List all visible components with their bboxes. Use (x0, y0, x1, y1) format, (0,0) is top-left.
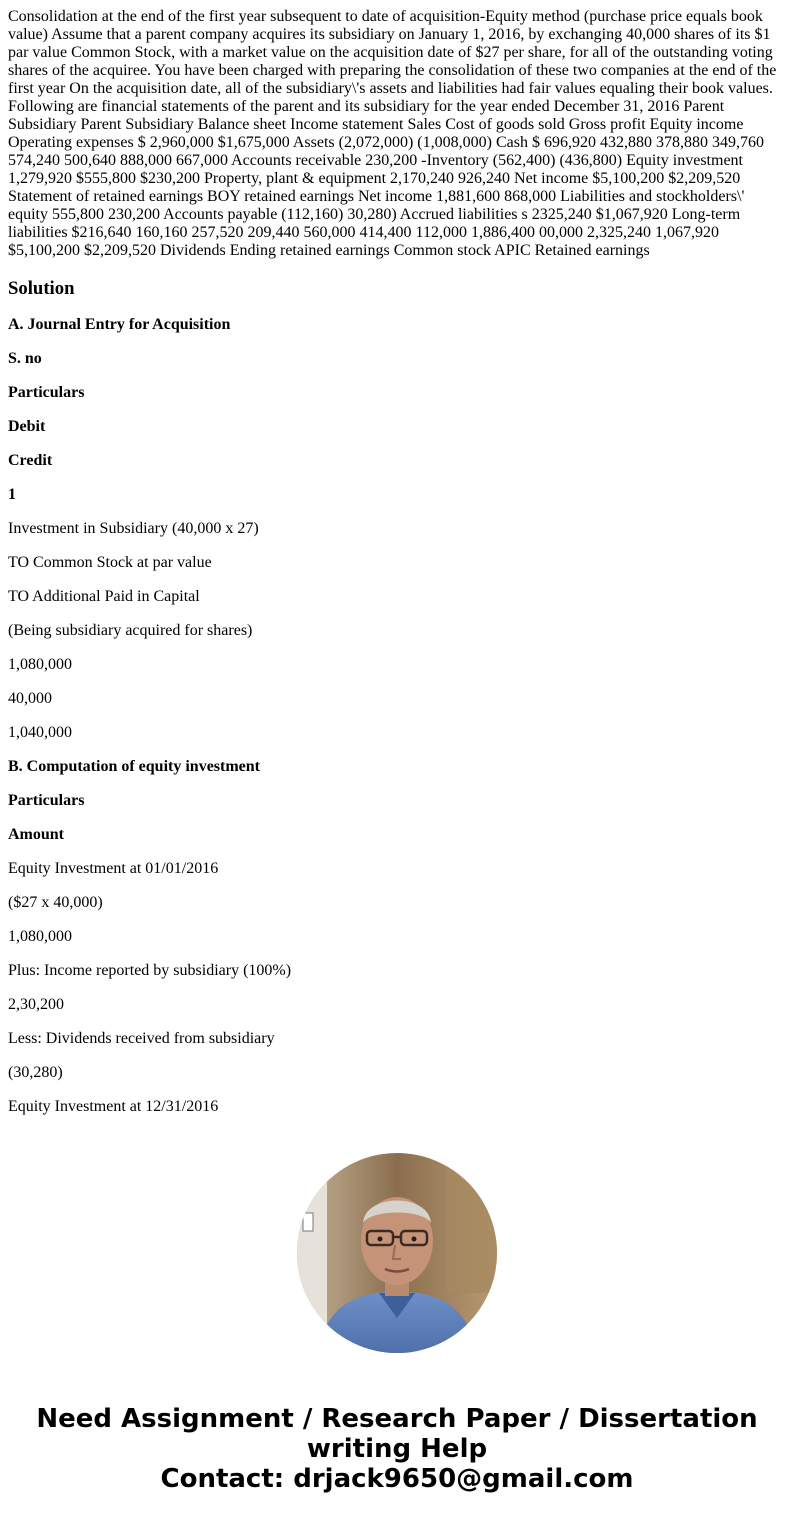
solution-title: Solution (8, 278, 75, 299)
particular-line: (Being subsidiary acquired for shares) (8, 622, 253, 639)
computation-line: Equity Investment at 12/31/2016 (8, 1098, 219, 1115)
question-text: Consolidation at the end of the first year subsequent to date of acquisition-Equity method (purchase price equals book value) Assume that a parent company acquires its subsidiary on January 1, 2016, by exchanging 40,000 shares of its $1 par value Common Stock, with a market value on the acquisition date of $27 per share, for all of the outstanding voting shares of the acquiree. You have been charged with preparing the consolidation of these two companies at the end of the first year On the acquisition date, all of the subsidiary\'s assets and liabilities had fair values equaling their book values. Following are financial statements of the parent and its subsidiary for the year ended December 31, 2016 Parent Subsidiary Parent Subsidiary Balance sheet Income statement Sales Cost of goods sold Gross profit Equity income Operating expenses $ 2,960,000 $1,675,000 Assets (2,072,000) (1,008,000) Cash $ 696,920 432,880 378,880 349,760 574,240 500,640 888,000 667,000 Accounts receivable 230,200 -Inventory (562,400) (436,800) Equity investment 1,279,920 $555,800 $230,200 Property, plant & equipment 2,170,240 926,240 Net income $5,100,200 $2,209,520 Statement of retained earnings BOY retained earnings Net income 1,881,600 868,000 Liabilities and stockholders\' equity 555,800 230,200 Accounts payable (112,160) 30,280) Accrued liabilities s 2325,240 $1,067,920 Long-term liabilities $216,640 160,160 257,520 209,440 560,000 414,400 112,000 1,886,400 00,000 2,325,240 1,067,920 $5,100,200 $2,209,520 Dividends Ending retained earnings Common stock APIC Retained earnings (8, 8, 777, 259)
computation-line: 2,30,200 (8, 996, 64, 1013)
amount-line: 1,080,000 (8, 656, 72, 673)
amount-line: 1,040,000 (8, 724, 72, 741)
promo-line-1: Need Assignment / Research Paper / Dissertation (36, 1404, 758, 1434)
section-b-heading: B. Computation of equity investment (8, 758, 261, 775)
promo-contact: Contact: drjack9650@gmail.com (160, 1464, 634, 1494)
computation-line: ($27 x 40,000) (8, 894, 103, 911)
computation-line: Equity Investment at 01/01/2016 (8, 860, 219, 877)
particular-line: Investment in Subsidiary (40,000 x 27) (8, 520, 259, 537)
col-debit: Debit (8, 418, 46, 435)
computation-line: Plus: Income reported by subsidiary (100%) (8, 962, 292, 979)
amount-line: 40,000 (8, 690, 52, 707)
author-avatar (297, 1153, 497, 1353)
author-portrait-image (297, 1153, 497, 1353)
computation-line: (30,280) (8, 1064, 63, 1081)
col-particulars: Particulars (8, 384, 85, 401)
particular-line: TO Common Stock at par value (8, 554, 212, 571)
promo-line-2: writing Help (306, 1434, 488, 1464)
computation-line: Less: Dividends received from subsidiary (8, 1030, 275, 1047)
col-particulars: Particulars (8, 792, 85, 809)
col-amount: Amount (8, 826, 65, 843)
col-credit: Credit (8, 452, 53, 469)
particular-line: TO Additional Paid in Capital (8, 588, 200, 605)
computation-line: 1,080,000 (8, 928, 72, 945)
row-number: 1 (8, 486, 16, 503)
promo-footer (0, 1404, 794, 1494)
col-sno: S. no (8, 350, 42, 367)
section-a-heading: A. Journal Entry for Acquisition (8, 316, 231, 333)
